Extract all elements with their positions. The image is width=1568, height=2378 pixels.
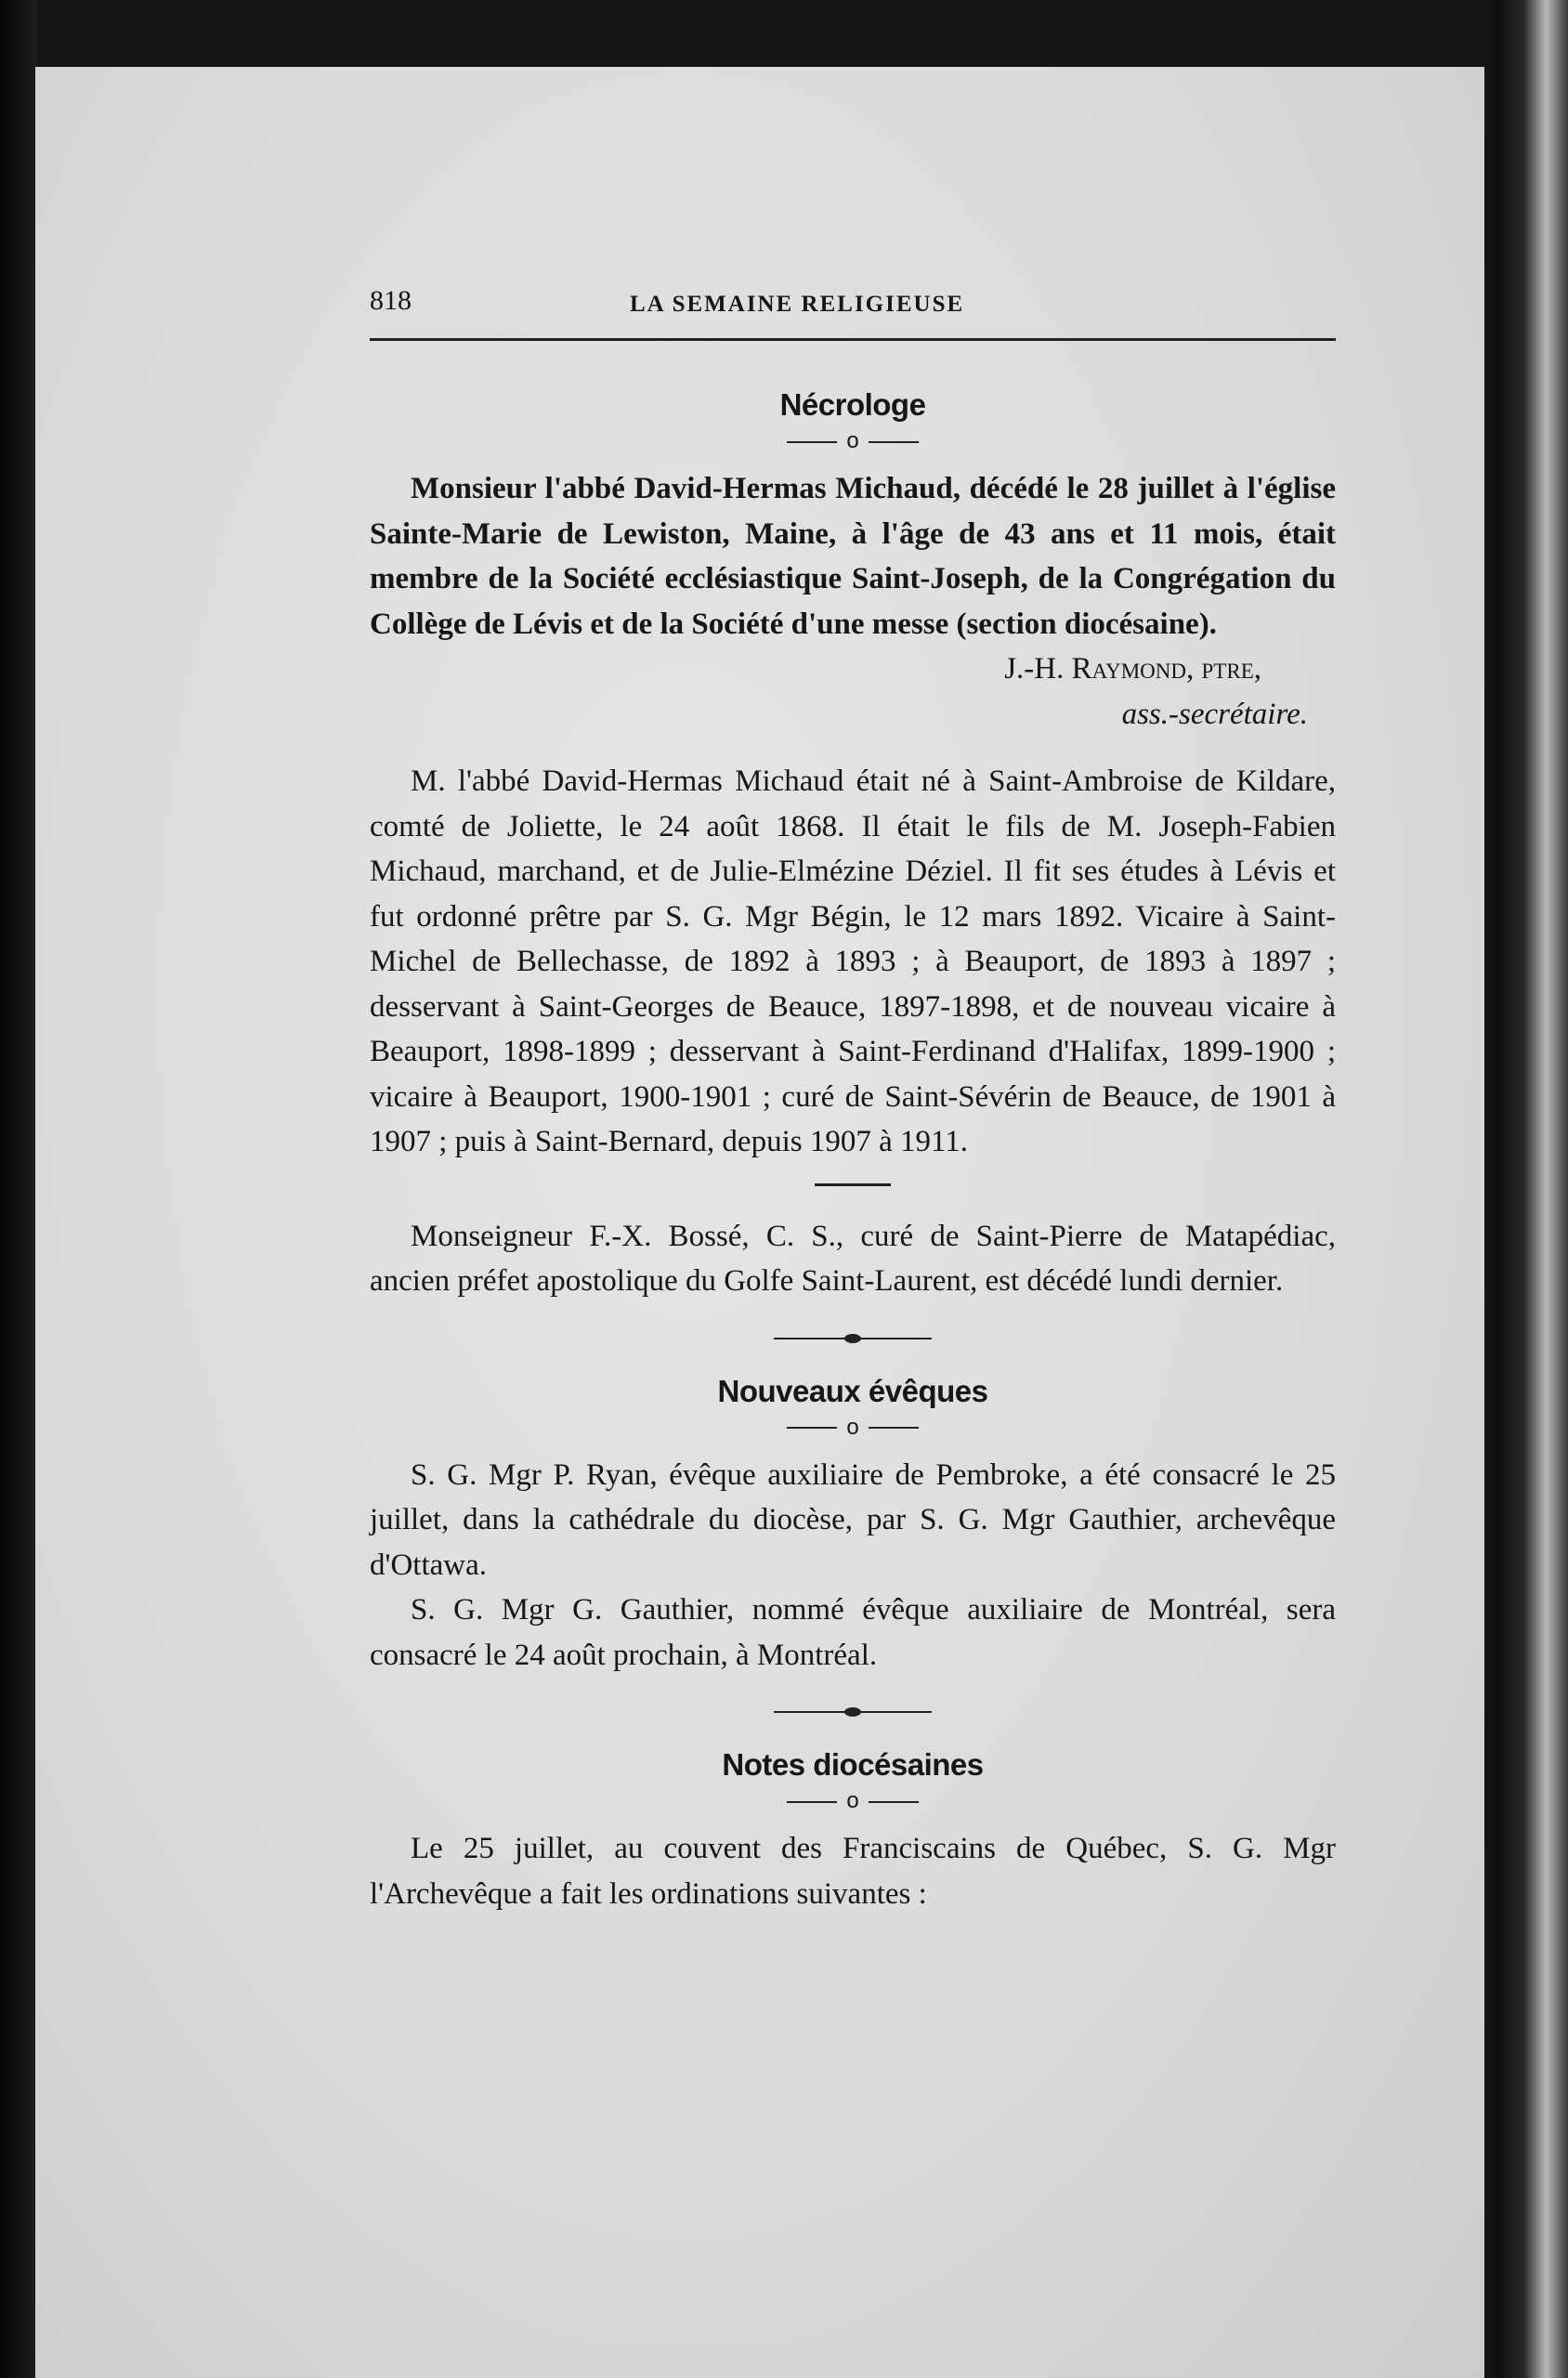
separator: o (370, 1414, 1336, 1442)
biography-paragraph: M. l'abbé David-Hermas Michaud était né à Saint-Ambroise de Kildare, comté de Joliette, le 24 août 1868. Il était le fils de M. Joseph-Fabien Michaud, marchand, et de Julie-Elmézine Déziel. Il fit ses études à Lévis et fut ordonné prêtre par S. G. Mgr Bégin, le 12 mars 1892. Vicaire à Saint-Michel de Bellechasse, de 1892 à 1893 ; à Beauport, de 1893 à 1897 ; desservant à Saint-Georges de Beauce, 1897-1898, et de nouveau vicaire à Beauport, 1898-1899 ; desservant à Saint-Ferdinand d'Halifax, 1899-1900 ; vicaire à Beauport, 1900-1901 ; curé de Saint-Sévérin de Beauce, de 1901 à 1907 ; puis à Saint-Bernard, depuis 1907 à 1911. (370, 764, 1336, 1158)
page-number: 818 (370, 285, 412, 316)
bishop-paragraph-2: S. G. Mgr G. Gauthier, nommé évêque auxiliaire de Montréal, sera consacré le 24 août prochain, à Montréal. (370, 1593, 1336, 1672)
header-rule (370, 338, 1336, 341)
separator: o (370, 1787, 1336, 1815)
running-head (370, 282, 1336, 347)
section-title-necrologe: Nécrologe (779, 387, 926, 422)
short-rule (815, 1183, 891, 1186)
film-edge-right (1496, 0, 1568, 2378)
bishop-paragraph-1: S. G. Mgr P. Ryan, évêque auxiliaire de Pembroke, a été consacré le 25 juillet, dans la cathédrale du diocèse, par S. G. Mgr Gauthier, archevêque d'Ottawa. (370, 1457, 1336, 1582)
ornamental-rule (774, 1334, 932, 1343)
section-nouveaux-eveques (370, 1369, 1336, 1679)
journal-title: LA SEMAINE RELIGIEUSE (630, 292, 965, 317)
ordination-paragraph: Le 25 juillet, au couvent des Franciscains de Québec, S. G. Mgr l'Archevêque a fait les ordinations suivantes : (370, 1832, 1336, 1911)
page-content (370, 383, 1336, 1916)
second-death-notice: Monseigneur F.-X. Bossé, C. S., curé de Saint-Pierre de Matapédiac, ancien préfet apostolique du Golfe Saint-Laurent, est décédé lundi dernier. (370, 1219, 1336, 1298)
section-title-notes-diocesaines: Notes diocésaines (722, 1747, 984, 1782)
signature-role: ass.-secrétaire. (1121, 697, 1308, 731)
film-edge-left (0, 0, 37, 2378)
ornamental-rule (774, 1707, 932, 1717)
scanned-page (35, 67, 1484, 2378)
signature-name: J.-H. Raymond, ptre, (1004, 652, 1261, 686)
section-title-nouveaux-eveques: Nouveaux évêques (717, 1373, 988, 1408)
section-necrologe (370, 383, 1336, 1304)
separator: o (370, 427, 1336, 455)
death-notice: Monsieur l'abbé David-Hermas Michaud, décédé le 28 juillet à l'église Sainte-Marie de Lewiston, Maine, à l'âge de 43 ans et 11 mois, était membre de la Société ecclésiastique Saint-Joseph, de la Congrégation du Collège de Lévis et de la Société d'une messe (section diocésaine). (370, 472, 1336, 641)
section-notes-diocesaines (370, 1743, 1336, 1916)
